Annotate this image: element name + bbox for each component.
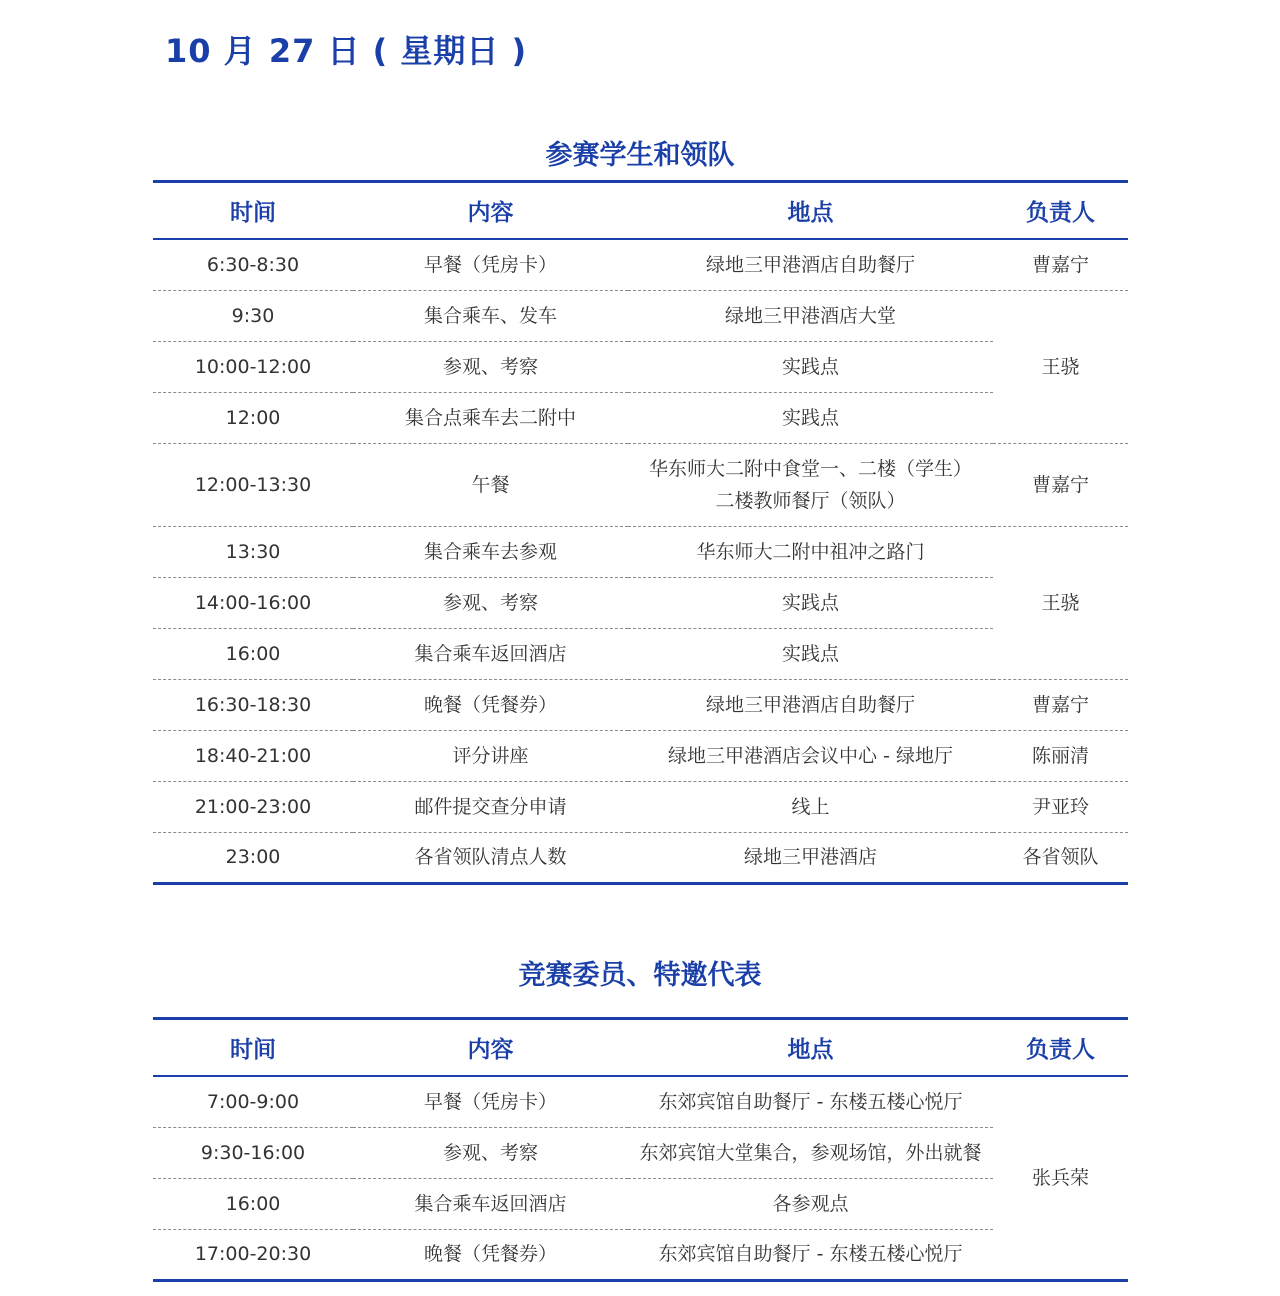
cell-content: 集合乘车返回酒店 [353,1178,628,1229]
cell-time: 9:30 [153,290,353,341]
cell-place: 实践点 [628,628,993,679]
cell-content: 早餐（凭房卡） [353,1076,628,1127]
cell-place: 实践点 [628,341,993,392]
table-row [153,1229,1128,1280]
table-row [153,239,1128,290]
cell-time: 18:40-21:00 [153,730,353,781]
header-content: 内容 [353,182,628,240]
table-row [153,290,1128,341]
cell-place: 绿地三甲港酒店 [743,846,877,868]
cell-content: 评分讲座 [353,730,628,781]
cell-person: 陈丽清 [993,730,1128,781]
table-row [153,526,1128,577]
cell-person: 各省领队 [1022,846,1099,868]
header-person: 负责人 [993,182,1128,240]
cell-content: 参观、考察 [353,1127,628,1178]
cell-person: 尹亚玲 [993,781,1128,832]
cell-person: 王骁 [993,526,1128,679]
table-row [153,1076,1128,1127]
cell-time: 10:00-12:00 [153,341,353,392]
table-row [153,781,1128,832]
section-title-committee: 竞赛委员、特邀代表 [518,960,762,991]
cell-place-line1: 华东师大二附中食堂一、二楼（学生） [648,457,972,480]
cell-place: 各参观点 [628,1178,993,1229]
cell-content: 晚餐（凭餐券） [423,1243,557,1265]
table-row [153,577,1128,628]
date-heading: 10 月 27 日 ( 星期日 ) [165,32,528,70]
cell-content: 集合乘车去参观 [353,526,628,577]
table-row [153,832,1128,883]
cell-place: 东郊宾馆自助餐厅 - 东楼五楼心悦厅 [658,1243,963,1265]
cell-place: 绿地三甲港酒店自助餐厅 [628,239,993,290]
table-header-row [153,1019,1128,1077]
cell-place: 东郊宾馆大堂集合，参观场馆，外出就餐 [628,1127,993,1178]
schedule-table-committee [153,1017,1128,1282]
header-time: 时间 [153,1019,353,1077]
cell-time: 16:00 [153,628,353,679]
cell-content: 集合点乘车去二附中 [353,392,628,443]
header-time: 时间 [153,182,353,240]
table-row [153,443,1128,526]
table-header-row [153,182,1128,240]
cell-person: 曹嘉宁 [993,679,1128,730]
table-row [153,1127,1128,1178]
cell-content: 各省领队清点人数 [414,846,567,868]
cell-place: 绿地三甲港酒店大堂 [628,290,993,341]
cell-content: 午餐 [353,443,628,526]
cell-content: 参观、考察 [353,577,628,628]
table-row [153,392,1128,443]
cell-content: 早餐（凭房卡） [353,239,628,290]
header-content: 内容 [353,1019,628,1077]
cell-time: 6:30-8:30 [153,239,353,290]
cell-time: 7:00-9:00 [153,1076,353,1127]
cell-place: 东郊宾馆自助餐厅 - 东楼五楼心悦厅 [628,1076,993,1127]
table-row [153,679,1128,730]
cell-time: 12:00-13:30 [153,443,353,526]
cell-content: 晚餐（凭餐券） [353,679,628,730]
header-place: 地点 [628,182,993,240]
cell-time: 9:30-16:00 [153,1127,353,1178]
section-title-students: 参赛学生和领队 [545,140,735,171]
cell-time: 14:00-16:00 [153,577,353,628]
cell-time: 16:00 [153,1178,353,1229]
cell-place [628,443,993,526]
table-row [153,1178,1128,1229]
cell-time: 13:30 [153,526,353,577]
cell-person: 曹嘉宁 [993,443,1128,526]
table-row [153,628,1128,679]
cell-person: 曹嘉宁 [993,239,1128,290]
header-place: 地点 [628,1019,993,1077]
cell-content: 参观、考察 [353,341,628,392]
table-row [153,341,1128,392]
header-person: 负责人 [993,1019,1128,1077]
cell-content: 集合乘车、发车 [353,290,628,341]
cell-person: 王骁 [993,290,1128,443]
cell-place: 实践点 [628,392,993,443]
cell-time: 21:00-23:00 [153,781,353,832]
cell-time: 16:30-18:30 [153,679,353,730]
cell-time: 17:00-20:30 [194,1243,312,1265]
cell-content: 集合乘车返回酒店 [353,628,628,679]
cell-place: 绿地三甲港酒店自助餐厅 [628,679,993,730]
table-row [153,730,1128,781]
cell-place: 实践点 [628,577,993,628]
schedule-table-students [153,180,1128,885]
cell-place: 华东师大二附中祖冲之路门 [628,526,993,577]
cell-content: 邮件提交查分申请 [353,781,628,832]
cell-time: 12:00 [153,392,353,443]
cell-place: 线上 [628,781,993,832]
cell-place-line2: 二楼教师餐厅（领队） [715,489,906,512]
cell-person: 张兵荣 [993,1076,1128,1280]
cell-place: 绿地三甲港酒店会议中心 - 绿地厅 [628,730,993,781]
cell-time: 23:00 [225,846,281,868]
